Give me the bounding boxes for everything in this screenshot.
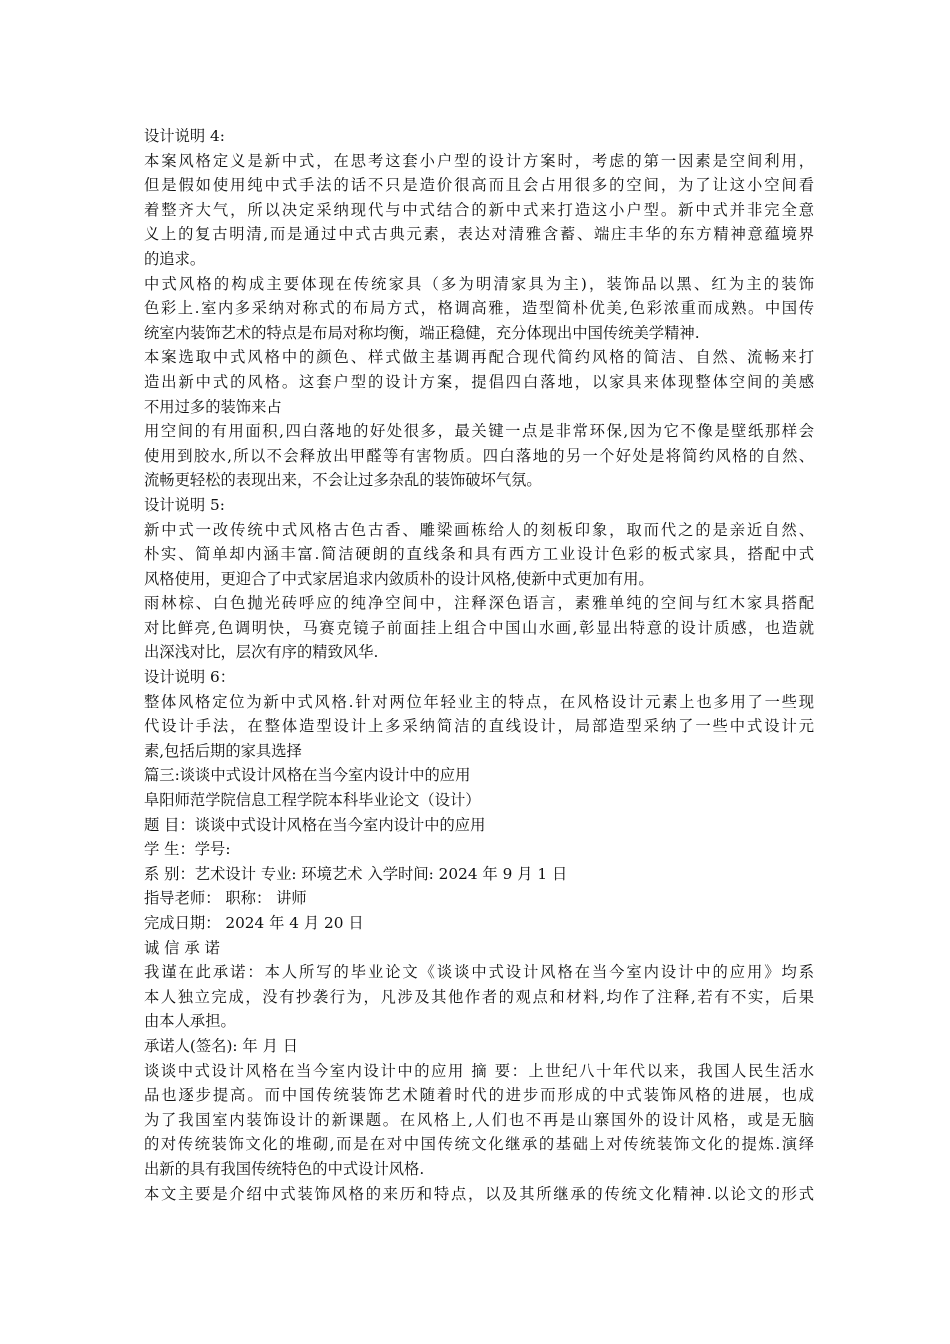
text-line: 义上的复古明清,而是通过中式古典元素，表达对清雅含蓄、端庄丰华的东方精神意蕴境界 [144, 225, 814, 244]
text-line: 设计说明 5: [144, 495, 225, 514]
text-line: 的对传统装饰文化的堆砌,而是在对中国传统文化继承的基础上对传统装饰文化的提炼.演绎 [144, 1135, 814, 1154]
text-line: 整体风格定位为新中式风格.针对两位年轻业主的特点，在风格设计元素上也多用了一些现 [144, 692, 814, 711]
text-line: 学 生：学号: [144, 840, 231, 859]
text-line: 为了我国室内装饰设计的新课题。在风格上,人们也不再是山寨国外的设计风格，或是无脑 [144, 1110, 814, 1129]
text-line: 新中式一改传统中式风格古色古香、雕梁画栋给人的刻板印象，取而代之的是亲近自然、 [144, 520, 814, 539]
text-line: 题 目：谈谈中式设计风格在当今室内设计中的应用 [144, 815, 486, 834]
text-line: 本人独立完成，没有抄袭行为，凡涉及其他作者的观点和材料,均作了注释,若有不实，后果 [144, 987, 814, 1006]
text-line: 本案选取中式风格中的颜色、样式做主基调再配合现代简约风格的简洁、自然、流畅来打 [144, 348, 814, 367]
text-line: 本案风格定义是新中式，在思考这套小户型的设计方案时，考虑的第一因素是空间利用， [144, 151, 814, 170]
text-line: 设计说明 4: [144, 127, 225, 145]
text-line: 承诺人(签名): 年 月 日 [144, 1036, 299, 1055]
text-line: 雨林棕、白色抛光砖呼应的纯净空间中，注释深色语言，素雅单纯的空间与红木家具搭配 [144, 594, 814, 613]
text-line: 对比鲜亮,色调明快，马赛克镜子前面挂上组合中国山水画,彰显出特意的设计质感，也造就 [144, 618, 814, 637]
text-line: 造出新中式的风格。这套户型的设计方案，提倡四白落地，以家具来体现整体空间的美感 [144, 372, 814, 391]
text-line: 出深浅对比，层次有序的精致风华. [144, 643, 379, 662]
text-line: 本文主要是介绍中式装饰风格的来历和特点，以及其所继承的传统文化精神.以论文的形式 [144, 1184, 814, 1203]
text-line: 系 别：艺术设计 专业: 环境艺术 入学时间: 2024 年 9 月 1 日 [144, 864, 568, 883]
text-line: 代设计手法，在整体造型设计上多采纳简洁的直线设计，局部造型采纳了一些中式设计元 [144, 717, 814, 736]
text-line: 我谨在此承诺：本人所写的毕业论文《谈谈中式设计风格在当今室内设计中的应用》均系 [144, 963, 814, 982]
text-line: 篇三:谈谈中式设计风格在当今室内设计中的应用 [144, 766, 471, 785]
text-line: 但是假如使用纯中式手法的话不只是造价很高而且会占用很多的空间，为了让这小空间看 [144, 176, 814, 195]
text-line: 的追求。 [144, 249, 206, 268]
text-line: 谈谈中式设计风格在当今室内设计中的应用 摘 要：上世纪八十年代以来，我国人民生活水 [144, 1061, 814, 1080]
document-body [144, 124, 814, 1206]
text-line: 使用到胶水,所以不会释放出甲醛等有害物质。四白落地的另一个好处是将简约风格的自然、 [144, 446, 814, 465]
text-line: 着整齐大气，所以决定采纳现代与中式结合的新中式来打造这小户型。新中式并非完全意 [144, 200, 814, 219]
text-line: 出新的具有我国传统特色的中式设计风格. [144, 1159, 425, 1178]
text-line: 设计说明 6： [144, 668, 236, 687]
text-line: 不用过多的装饰来占 [144, 397, 282, 416]
text-line: 诚 信 承 诺 [144, 938, 220, 957]
text-line: 风格使用，更迎合了中式家居追求内敛质朴的设计风格,使新中式更加有用。 [144, 569, 654, 588]
text-line: 素,包括后期的家具选择 [144, 741, 302, 760]
text-line: 色彩上.室内多采纳对称式的布局方式，格调高雅，造型简朴优美,色彩浓重而成熟。中国传 [144, 299, 814, 318]
text-line: 由本人承担。 [144, 1012, 236, 1031]
text-line: 指导老师： 职称： 讲师 [144, 889, 307, 908]
text-line: 中式风格的构成主要体现在传统家具（多为明清家具为主)，装饰品以黑、红为主的装饰 [144, 274, 814, 293]
text-line: 阜阳师范学院信息工程学院本科毕业论文（设计） [144, 791, 481, 810]
text-line: 完成日期： 2024 年 4 月 20 日 [144, 914, 364, 932]
text-line: 品也逐步提高。而中国传统装饰艺术随着时代的进步而形成的中式装饰风格的进展，也成 [144, 1086, 814, 1105]
text-line: 统室内装饰艺术的特点是布局对称均衡，端正稳健，充分体现出中国传统美学精神. [144, 323, 700, 342]
text-line: 朴实、简单却内涵丰富.简洁硬朗的直线条和具有西方工业设计色彩的板式家具，搭配中式 [144, 545, 814, 564]
text-line: 流畅更轻松的表现出来，不会让过多杂乱的装饰破坏气氛。 [144, 471, 542, 490]
text-line: 用空间的有用面积,四白落地的好处很多，最关键一点是非常环保,因为它不像是壁纸那样会 [144, 422, 814, 441]
